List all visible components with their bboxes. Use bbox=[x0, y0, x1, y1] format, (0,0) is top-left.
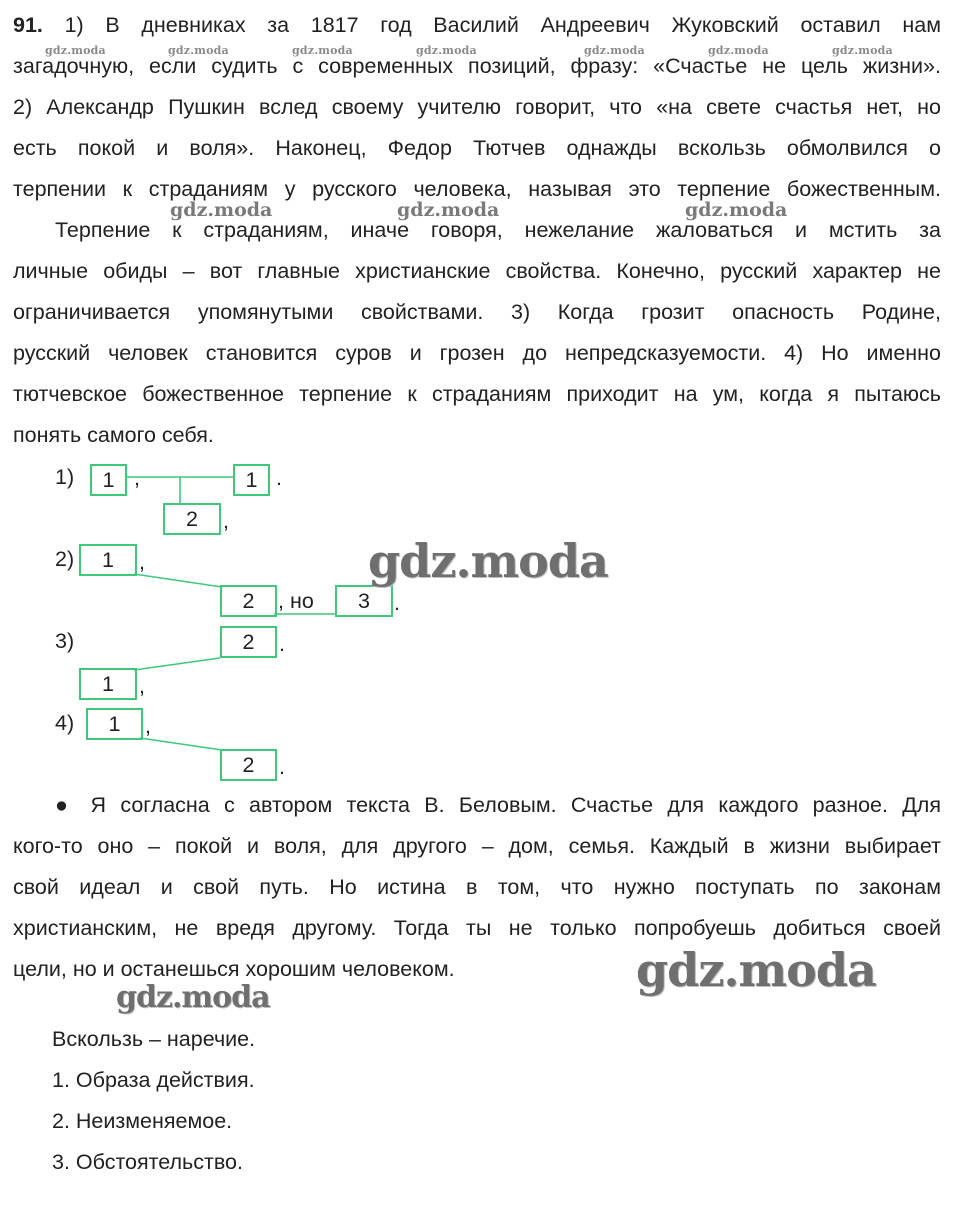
diagram-1-label: 1) bbox=[55, 465, 75, 489]
text-line: кого-то оно – покой и воля, для другого – дом, семья. Каждый в жизни выбирает bbox=[13, 834, 941, 858]
punct: , bbox=[139, 674, 145, 698]
text-line: ограничивается упомянутыми свойствами. 3) Когда грозит опасность Родине, bbox=[13, 300, 941, 324]
text-line: 91. 1) В дневниках за 1817 год Василий Андреевич Жуковский оставил нам bbox=[13, 13, 941, 37]
text-line: загадочную, если судить с современных позиций, фразу: «Счастье не цель жизни». bbox=[13, 54, 941, 78]
punct: , bbox=[139, 550, 145, 574]
diagram-4-label: 4) bbox=[55, 711, 75, 735]
diagram-2-box-b: 2 bbox=[220, 585, 277, 617]
diagram-4-box-b: 2 bbox=[220, 749, 277, 781]
watermark: gdz.moda bbox=[168, 44, 229, 57]
diagram-3-box-a: 2 bbox=[220, 626, 277, 658]
watermark: gdz.moda bbox=[708, 44, 769, 57]
text-line: свой идеал и свой путь. Но истина в том, что нужно поступать по законам bbox=[13, 875, 941, 899]
text-line: ● Я согласна с автором текста В. Беловым. Счастье для каждого разное. Для bbox=[55, 793, 941, 817]
diagram-1-box-b: 1 bbox=[233, 464, 270, 496]
watermark: gdz.moda bbox=[397, 199, 500, 221]
text-line: Терпение к страданиям, иначе говоря, нежелание жаловаться и мстить за bbox=[55, 218, 941, 242]
connector-line bbox=[140, 738, 222, 750]
diagram-2-box-c: 3 bbox=[335, 585, 393, 617]
punct: . bbox=[279, 755, 285, 779]
text-line: тютчевское божественное терпение к страданиям приходит на ум, когда я пытаюсь bbox=[13, 382, 941, 406]
diagram-1-box-c: 2 bbox=[163, 503, 221, 535]
diagram-2-label: 2) bbox=[55, 547, 75, 571]
analysis-item: 2. Неизменяемое. bbox=[52, 1109, 233, 1133]
watermark: gdz.moda bbox=[170, 199, 273, 221]
watermark: gdz.moda bbox=[416, 44, 477, 57]
connector-line bbox=[134, 658, 220, 670]
punct: , bbox=[223, 509, 229, 533]
text-line: терпении к страданиям у русского человека, называя это терпение божественным. bbox=[13, 177, 941, 201]
diagram-2-conjunction: , но bbox=[278, 589, 314, 613]
watermark: gdz.moda bbox=[292, 44, 353, 57]
text-line: личные обиды – вот главные христианские свойства. Конечно, русский характер не bbox=[13, 259, 941, 283]
text-line: христианским, не вредя другому. Тогда ты не только попробуешь добиться своей bbox=[13, 916, 941, 940]
watermark: gdz.moda bbox=[832, 44, 893, 57]
diagram-1-box-a: 1 bbox=[90, 464, 127, 496]
punct: . bbox=[394, 591, 400, 615]
diagram-2-box-a: 1 bbox=[79, 544, 137, 576]
text-line: есть покой и воля». Наконец, Федор Тютчев однажды вскользь обмолвился о bbox=[13, 136, 941, 160]
punct: . bbox=[279, 632, 285, 656]
punct: . bbox=[276, 466, 282, 490]
punct: , bbox=[134, 466, 140, 490]
diagram-4-box-a: 1 bbox=[86, 708, 143, 740]
watermark: gdz.moda bbox=[636, 943, 876, 997]
diagram-3-label: 3) bbox=[55, 629, 75, 653]
watermark: gdz.moda bbox=[368, 534, 608, 588]
analysis-title: Вскользь – наречие. bbox=[52, 1027, 256, 1051]
watermark: gdz.moda bbox=[685, 199, 788, 221]
analysis-item: 1. Образа действия. bbox=[52, 1068, 255, 1092]
exercise-number: 91. bbox=[13, 13, 43, 37]
text-line: русский человек становится суров и грозен до непредсказуемости. 4) Но именно bbox=[13, 341, 941, 365]
text-line: понять самого себя. bbox=[13, 423, 214, 447]
text-line: цели, но и останешься хорошим человеком. bbox=[13, 957, 455, 981]
watermark: gdz.moda bbox=[45, 44, 106, 57]
diagram-3-box-b: 1 bbox=[79, 668, 137, 700]
watermark: gdz.moda bbox=[584, 44, 645, 57]
watermark: gdz.moda bbox=[116, 980, 270, 1015]
punct: , bbox=[145, 714, 151, 738]
text-line: 2) Александр Пушкин вслед своему учителю говорит, что «на свете счастья нет, но bbox=[13, 95, 941, 119]
connector-line bbox=[134, 574, 222, 587]
analysis-item: 3. Обстоятельство. bbox=[52, 1150, 243, 1174]
